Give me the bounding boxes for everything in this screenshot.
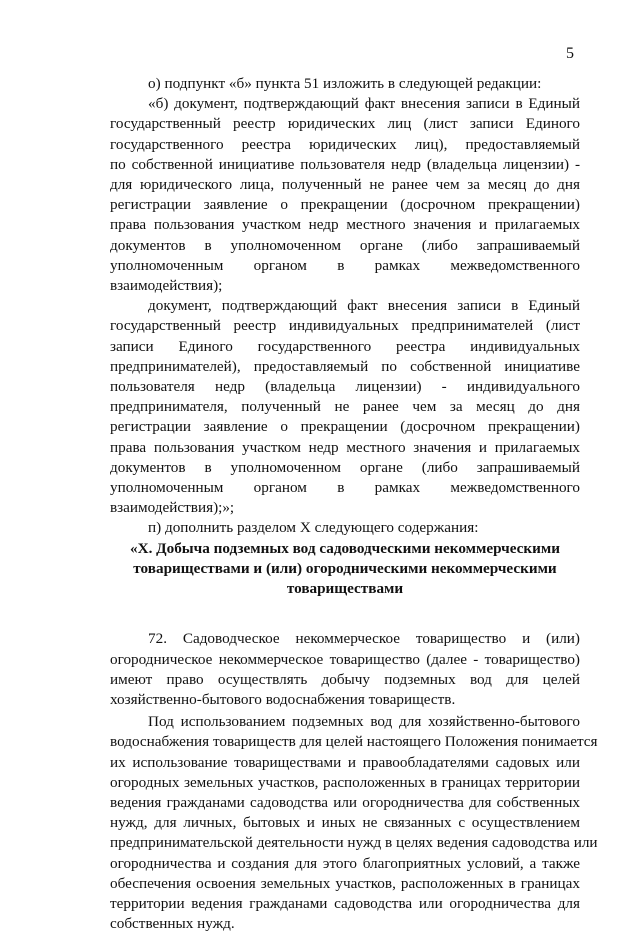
section-heading-line: товариществами и (или) огородническими некоммерческими [133,559,557,577]
text-line: документов в уполномоченном органе (либо запрашиваемый [110,458,580,476]
text-line: их использование товариществами и правообладателями садовых или [110,753,580,771]
text-line: водоснабжения товариществ для целей настоящего Положения понимается [110,733,598,751]
text-line: огородничества и создания для этого благоприятных условий, а также [110,854,580,872]
page-number: 5 [566,45,574,62]
text-line: огородных земельных участков, расположенных в границах территории [110,773,580,791]
text-line: пользователя недр (владельца лицензии) - индивидуального [110,378,580,395]
text-line: государственный реестр индивидуальных предпринимателей (лист [110,317,580,335]
text-line: взаимодействия);»; [110,499,235,517]
text-line: права пользования участком недр местного значения и прилагаемых [110,438,580,456]
text-line: предпринимателей), предоставляемый по собственной инициативе [110,357,580,375]
text-line: государственный реестр юридических лиц (лист записи Единого [110,115,580,133]
text-line: уполномоченным органом в рамках межведомственного [110,479,580,496]
text-line: уполномоченным органом в рамках межведомственного [110,256,580,274]
text-line: взаимодействия); [110,277,223,294]
text-line: Под использованием подземных вод для хозяйственно-бытового [148,713,580,731]
text-line: нужд, для личных, бытовых и иных не связанных с осуществлением [110,814,580,832]
text-line: записи Единого государственного реестра индивидуальных [110,337,580,355]
text-line: ведения гражданами садоводства или огородничества для собственных [110,794,580,811]
text-line: «б) документ, подтверждающий факт внесения записи в Единый [148,95,580,113]
text-line: регистрации заявление о прекращении (досрочном прекращении) [110,196,580,214]
text-line: 72. Садоводческое некоммерческое товарищество и (или) [148,630,580,648]
text-line: территории ведения гражданами садоводства или огородничества для [110,895,580,912]
text-line: предпринимательской деятельности нужд в целях ведения садоводства или [110,834,598,852]
text-line: огородническое некоммерческое товарищество (далее - товарищество) [110,650,580,668]
section-heading-line: товариществами [286,580,404,597]
text-line: п) дополнить разделом X следующего содержания: [148,519,479,537]
text-line: документов в уполномоченном органе (либо запрашиваемый [110,236,580,254]
text-line: регистрации заявление о прекращении (досрочном прекращении) [110,418,580,436]
section-heading-line: «X. Добыча подземных вод садоводческими некоммерческими [130,539,560,557]
text-line: для юридического лица, полученный не ранее чем за месяц до дня [110,176,580,193]
text-line: собственных нужд. [110,915,235,933]
text-line: обеспечения освоения земельных участков, расположенных в границах [110,874,580,892]
text-line: о) подпункт «б» пункта 51 изложить в следующей редакции: [148,75,542,92]
text-line: имеют право осуществлять добычу подземных вод для целей [110,670,580,688]
text-line: по собственной инициативе пользователя недр (владельца лицензии) - [110,155,580,173]
text-line: документ, подтверждающий факт внесения записи в Единый [148,297,580,315]
text-line: хозяйственно-бытового водоснабжения товариществ. [110,691,456,708]
text-line: предпринимателя, полученный не ранее чем за месяц до дня [110,398,580,416]
text-line: права пользования участком недр местного значения и прилагаемых [110,216,580,234]
text-line: государственного реестра юридических лиц), предоставляемый [110,135,580,153]
